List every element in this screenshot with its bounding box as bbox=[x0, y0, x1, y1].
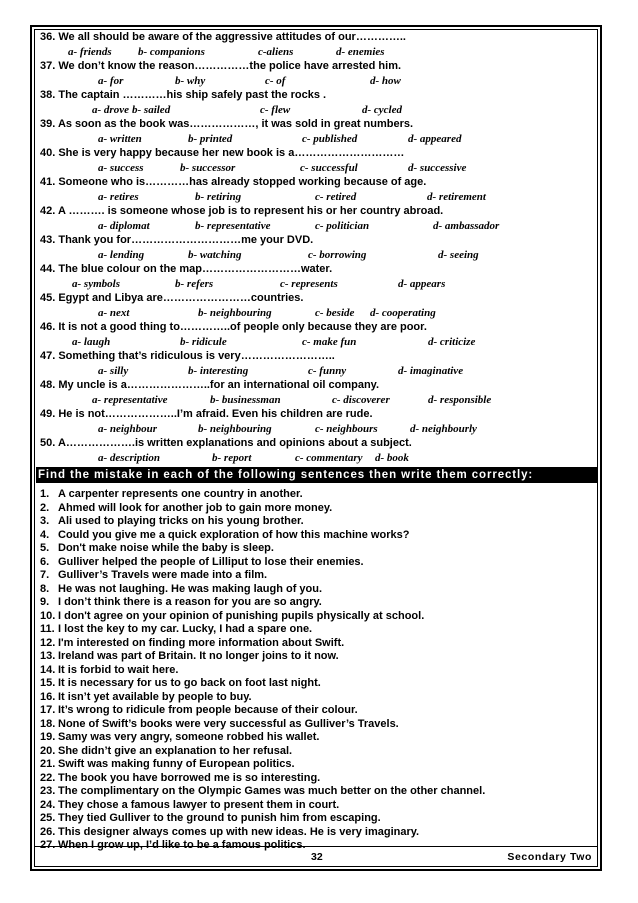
option-d: d- responsible bbox=[428, 393, 492, 406]
sentence-item bbox=[40, 502, 596, 516]
sentence-text: I lost the key to my car. Lucky, I had a spare one. bbox=[58, 623, 313, 635]
options-row bbox=[40, 103, 596, 118]
sentence-text: It’s wrong to ridicule from people because of their colour. bbox=[58, 704, 358, 716]
sentence-item bbox=[40, 583, 596, 597]
option-b: b- watching bbox=[188, 248, 242, 261]
options-row bbox=[40, 277, 596, 292]
option-c: c- retired bbox=[315, 190, 357, 203]
question-38: 38. The captain …………his ship safely past the rocks . bbox=[40, 89, 327, 101]
sentence-number: 22. bbox=[40, 771, 56, 784]
option-c: c- of bbox=[265, 74, 286, 87]
sentence-number: 25. bbox=[40, 812, 56, 824]
options-row bbox=[40, 132, 596, 147]
sentence-number: 9. bbox=[40, 596, 50, 608]
option-d: d- enemies bbox=[336, 45, 385, 58]
option-c: c-aliens bbox=[258, 45, 294, 58]
option-a: a- success bbox=[98, 161, 144, 174]
option-c: c- flew bbox=[260, 103, 291, 116]
option-b: b- retiring bbox=[195, 190, 242, 203]
worksheet-content bbox=[40, 30, 596, 853]
options-row bbox=[40, 364, 596, 379]
question-49: 49. He is not………………..I’m afraid. Even his children are rude. bbox=[40, 408, 373, 420]
sentence-number: 5. bbox=[40, 542, 50, 554]
option-a: a- laugh bbox=[72, 335, 111, 348]
sentence-item bbox=[40, 691, 596, 705]
sentence-text: When I grow up, I’d like to be a famous politics. bbox=[58, 839, 306, 851]
options-row bbox=[40, 74, 596, 89]
sentence-text: I don’t think there is a reason for you are so angry. bbox=[58, 596, 322, 608]
option-d: d- retirement bbox=[427, 190, 486, 203]
option-a: a- next bbox=[98, 306, 130, 319]
sentence-text: Gulliver helped the people of Lilliput to lose their enemies. bbox=[58, 555, 364, 568]
sentence-text: It is forbid to wait here. bbox=[58, 663, 179, 676]
options-row bbox=[40, 393, 596, 408]
option-d: d- how bbox=[370, 74, 401, 87]
sentence-number: 24. bbox=[40, 798, 56, 811]
question-41: 41. Someone who is…………has already stopped working because of age. bbox=[40, 176, 427, 188]
sentence-text: A carpenter represents one country in another. bbox=[58, 488, 303, 500]
sentence-text: Samy was very angry, someone robbed his wallet. bbox=[58, 731, 320, 743]
sentence-item bbox=[40, 718, 596, 732]
sentence-text: The complimentary on the Olympic Games was much better on the other channel. bbox=[58, 785, 486, 797]
option-a: a- silly bbox=[98, 364, 129, 377]
sentence-item bbox=[40, 785, 596, 799]
option-d: d- successive bbox=[408, 161, 467, 174]
sentence-number: 10. bbox=[40, 609, 56, 622]
option-b: b- why bbox=[175, 74, 206, 87]
sentence-text: Ireland was part of Britain. It no longer joins to it now. bbox=[58, 650, 339, 662]
option-b: b- interesting bbox=[188, 364, 249, 377]
option-a: a- retires bbox=[98, 190, 139, 203]
sentence-item bbox=[40, 529, 596, 543]
question-45: 45. Egypt and Libya are……………………countries. bbox=[40, 292, 304, 304]
option-d: d- book bbox=[375, 451, 409, 464]
options-row bbox=[40, 335, 596, 350]
sentence-text: It is necessary for us to go back on foot last night. bbox=[58, 677, 321, 689]
sentence-text: Ahmed will look for another job to gain more money. bbox=[58, 501, 333, 514]
sentence-item bbox=[40, 812, 596, 826]
option-c: c- successful bbox=[300, 161, 358, 174]
sentence-number: 20. bbox=[40, 744, 56, 757]
sentence-text: This designer always comes up with new ideas. He is very imaginary. bbox=[58, 825, 420, 838]
option-c: c- discoverer bbox=[332, 393, 390, 406]
options-row bbox=[40, 451, 596, 466]
sentence-text: He was not laughing. He was making laugh of you. bbox=[58, 582, 323, 595]
sentence-number: 16. bbox=[40, 690, 56, 703]
sentence-text: They tied Gulliver to the ground to punish him from escaping. bbox=[58, 812, 381, 824]
sentence-text: Don't make noise while the baby is sleep. bbox=[58, 542, 274, 554]
option-a: a- representative bbox=[92, 393, 168, 406]
sentence-item bbox=[40, 610, 596, 624]
sentence-number: 2. bbox=[40, 501, 50, 514]
sentence-item bbox=[40, 731, 596, 745]
question-42: 42. A ………. is someone whose job is to represent his or her country abroad. bbox=[40, 205, 444, 217]
option-a: a- drove bbox=[92, 103, 129, 116]
sentence-item bbox=[40, 677, 596, 691]
sentence-number: 8. bbox=[40, 582, 50, 595]
sentence-item bbox=[40, 704, 596, 718]
option-b: b- ridicule bbox=[180, 335, 227, 348]
option-a: a- written bbox=[98, 132, 142, 145]
question-47: 47. Something that’s ridiculous is very…………………….. bbox=[40, 350, 335, 362]
grade-label: Secondary Two bbox=[507, 851, 592, 863]
section-banner: Find the mistake in each of the following sentences then write them correctly: bbox=[36, 467, 598, 483]
sentence-item bbox=[40, 488, 596, 502]
option-a: a- lending bbox=[98, 248, 145, 261]
option-d: d- seeing bbox=[438, 248, 479, 261]
question-40: 40. She is very happy because her new book is a………………………… bbox=[40, 147, 405, 159]
sentence-text: Ali used to playing tricks on his young brother. bbox=[58, 515, 304, 527]
option-c: c- beside bbox=[315, 306, 355, 319]
option-a: a- friends bbox=[68, 45, 112, 58]
options-row bbox=[40, 306, 596, 321]
error-correction-section bbox=[40, 488, 596, 853]
question-39: 39. As soon as the book was………………, it was sold in great numbers. bbox=[40, 118, 414, 130]
question-44: 44. The blue colour on the map………………………water. bbox=[40, 263, 333, 275]
option-d: d- ambassador bbox=[433, 219, 500, 232]
sentence-number: 17. bbox=[40, 704, 56, 716]
sentence-item bbox=[40, 569, 596, 583]
sentence-number: 13. bbox=[40, 650, 56, 662]
option-c: c- politician bbox=[315, 219, 370, 232]
sentence-item bbox=[40, 664, 596, 678]
option-b: b- report bbox=[212, 451, 252, 464]
option-b: b- refers bbox=[175, 277, 214, 290]
sentence-number: 19. bbox=[40, 731, 56, 743]
option-c: c- funny bbox=[308, 364, 347, 377]
option-b: b- successor bbox=[180, 161, 236, 174]
option-c: c- borrowing bbox=[308, 248, 367, 261]
option-b: b- neighbouring bbox=[198, 306, 272, 319]
sentence-number: 18. bbox=[40, 717, 56, 730]
question-43: 43. Thank you for…………………………me your DVD. bbox=[40, 234, 314, 246]
question-37: 37. We don’t know the reason……………the police have arrested him. bbox=[40, 60, 402, 72]
option-a: a- description bbox=[98, 451, 161, 464]
page-footer bbox=[34, 846, 598, 867]
option-d: d- appears bbox=[398, 277, 446, 290]
option-b: b- sailed bbox=[132, 103, 171, 116]
sentence-number: 12. bbox=[40, 636, 56, 649]
sentence-number: 4. bbox=[40, 528, 50, 541]
sentence-number: 27. bbox=[40, 839, 56, 851]
sentence-text: It isn’t yet available by people to buy. bbox=[58, 690, 252, 703]
page-number: 32 bbox=[311, 851, 323, 863]
options-row bbox=[40, 190, 596, 205]
sentence-number: 15. bbox=[40, 677, 56, 689]
sentence-item bbox=[40, 745, 596, 759]
question-50: 50. A……………….is written explanations and opinions about a subject. bbox=[40, 437, 412, 449]
sentence-item bbox=[40, 758, 596, 772]
sentence-item bbox=[40, 772, 596, 786]
sentence-number: 26. bbox=[40, 825, 56, 838]
sentence-text: None of Swift’s books were very successful as Gulliver’s Travels. bbox=[58, 717, 399, 730]
sentence-item bbox=[40, 650, 596, 664]
sentence-number: 21. bbox=[40, 758, 56, 770]
sentence-number: 3. bbox=[40, 515, 50, 527]
sentence-text: She didn’t give an explanation to her refusal. bbox=[58, 744, 293, 757]
sentence-item bbox=[40, 623, 596, 637]
sentence-text: Could you give me a quick exploration of how this machine works? bbox=[58, 528, 410, 541]
sentence-number: 7. bbox=[40, 569, 50, 581]
option-a: a- symbols bbox=[72, 277, 120, 290]
sentence-item bbox=[40, 556, 596, 570]
sentence-number: 23. bbox=[40, 785, 56, 797]
sentence-text: I don't agree on your opinion of punishing pupils physically at school. bbox=[58, 609, 425, 622]
question-36: 36. We all should be aware of the aggressive attitudes of our………….. bbox=[40, 31, 406, 43]
option-b: b- neighbouring bbox=[198, 422, 272, 435]
option-c: c- make fun bbox=[302, 335, 357, 348]
sentence-item bbox=[40, 637, 596, 651]
option-d: d- appeared bbox=[408, 132, 462, 145]
option-b: b- businessman bbox=[210, 393, 281, 406]
sentence-item bbox=[40, 515, 596, 529]
sentence-item bbox=[40, 826, 596, 840]
option-c: c- published bbox=[302, 132, 358, 145]
option-c: c- represents bbox=[280, 277, 338, 290]
option-a: a- diplomat bbox=[98, 219, 150, 232]
sentence-item bbox=[40, 542, 596, 556]
sentence-number: 11. bbox=[40, 623, 55, 635]
option-a: a- neighbour bbox=[98, 422, 157, 435]
multiple-choice-section bbox=[40, 30, 596, 465]
options-row bbox=[40, 248, 596, 263]
option-d: d- criticize bbox=[428, 335, 476, 348]
sentence-number: 14. bbox=[40, 663, 56, 676]
sentence-text: They chose a famous lawyer to present them in court. bbox=[58, 798, 340, 811]
option-b: b- printed bbox=[188, 132, 233, 145]
options-row bbox=[40, 161, 596, 176]
option-b: b- companions bbox=[138, 45, 205, 58]
sentence-number: 6. bbox=[40, 555, 50, 568]
question-48: 48. My uncle is a…………………..for an international oil company. bbox=[40, 379, 380, 391]
sentence-text: I'm interested on finding more information about Swift. bbox=[58, 636, 345, 649]
sentence-text: Gulliver’s Travels were made into a film. bbox=[58, 569, 268, 581]
sentence-item bbox=[40, 596, 596, 610]
option-c: c- commentary bbox=[295, 451, 363, 464]
sentence-number: 1. bbox=[40, 488, 50, 500]
sentence-text: The book you have borrowed me is so interesting. bbox=[58, 771, 321, 784]
option-b: b- representative bbox=[195, 219, 271, 232]
question-46: 46. It is not a good thing to…………..of people only because they are poor. bbox=[40, 321, 427, 333]
option-a: a- for bbox=[98, 74, 124, 87]
option-c: c- neighbours bbox=[315, 422, 378, 435]
sentence-text: Swift was making funny of European politics. bbox=[58, 758, 295, 770]
option-d: d- cooperating bbox=[370, 306, 436, 319]
option-d: d- neighbourly bbox=[410, 422, 477, 435]
options-row bbox=[40, 422, 596, 437]
options-row bbox=[40, 45, 596, 60]
sentence-item bbox=[40, 799, 596, 813]
option-d: d- imaginative bbox=[398, 364, 464, 377]
options-row bbox=[40, 219, 596, 234]
option-d: d- cycled bbox=[362, 103, 402, 116]
